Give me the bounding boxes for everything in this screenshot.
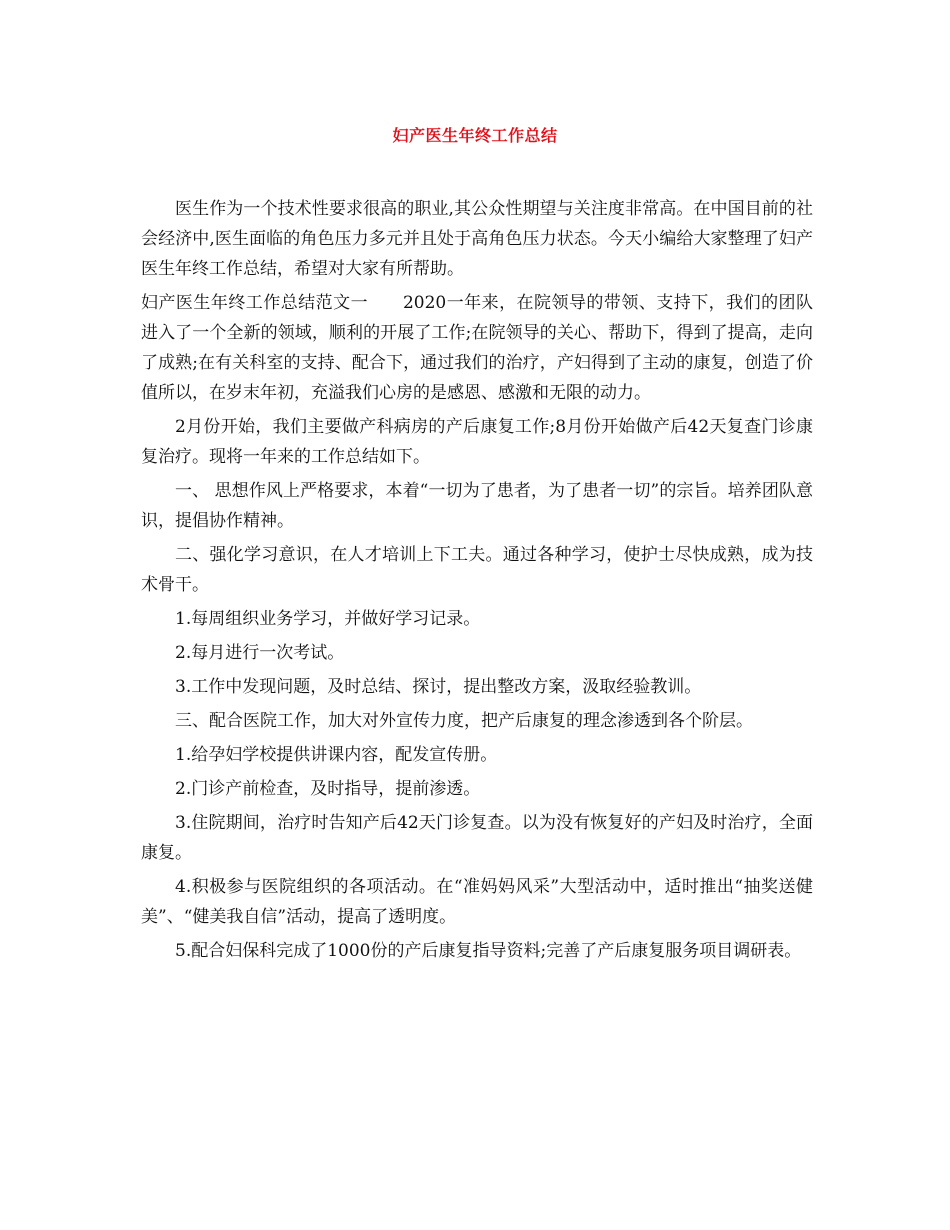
list-item: 4.积极参与医院组织的各项活动。在“准妈妈风采”大型活动中，适时推出“抽奖送健美”、“健美我自信”活动，提高了透明度。	[141, 877, 813, 927]
document-title: 妇产医生年终工作总结	[392, 126, 558, 145]
list-item: 3.工作中发现问题，及时总结、探讨，提出整改方案，汲取经验教训。	[175, 677, 702, 697]
list-item: 5.配合妇保科完成了1000份的产后康复指导资料;完善了产后康复服务项目调研表。	[175, 941, 802, 961]
list-item: 1.每周组织业务学习，并做好学习记录。	[175, 609, 481, 629]
list-item: 2.门诊产前检查，及时指导，提前渗透。	[175, 779, 481, 799]
list-item: 2.每月进行一次考试。	[175, 643, 345, 663]
section-heading-one: 一、 思想作风上严格要求，本着“一切为了患者，为了患者一切”的宗旨。培养团队意识，提倡协作精神。	[141, 481, 813, 531]
section-heading-two: 二、强化学习意识，在人才培训上下工夫。通过各种学习，使护士尽快成熟，成为技术骨干。	[141, 545, 813, 595]
paragraph-sample-one: 妇产医生年终工作总结范文一 2020一年来，在院领导的带领、支持下，我们的团队进入了一个全新的领域，顺利的开展了工作;在院领导的关心、帮助下，得到了提高，走向了成熟;在有关科室的支持、配合下，通过我们的治疗，产妇得到了主动的康复，创造了价值所以，在岁末年初，充溢我们心房的是感恩、感激和无限的动力。	[141, 293, 813, 403]
paragraph-intro: 医生作为一个技术性要求很高的职业,其公众性期望与关注度非常高。在中国目前的社会经济中,医生面临的角色压力多元并且处于高角色压力状态。今天小编给大家整理了妇产医生年终工作总结，希望对大家有所帮助。	[141, 199, 813, 279]
document-body	[141, 194, 813, 970]
section-heading-three: 三、配合医院工作，加大对外宣传力度，把产后康复的理念渗透到各个阶层。	[175, 711, 753, 731]
paragraph-timeline: 2月份开始，我们主要做产科病房的产后康复工作;8月份开始做产后42天复查门诊康复治疗。现将一年来的工作总结如下。	[141, 417, 813, 467]
list-item: 1.给孕妇学校提供讲课内容，配发宣传册。	[175, 745, 498, 765]
list-item: 3.住院期间，治疗时告知产后42天门诊复查。以为没有恢复好的产妇及时治疗，全面康复。	[141, 813, 813, 863]
